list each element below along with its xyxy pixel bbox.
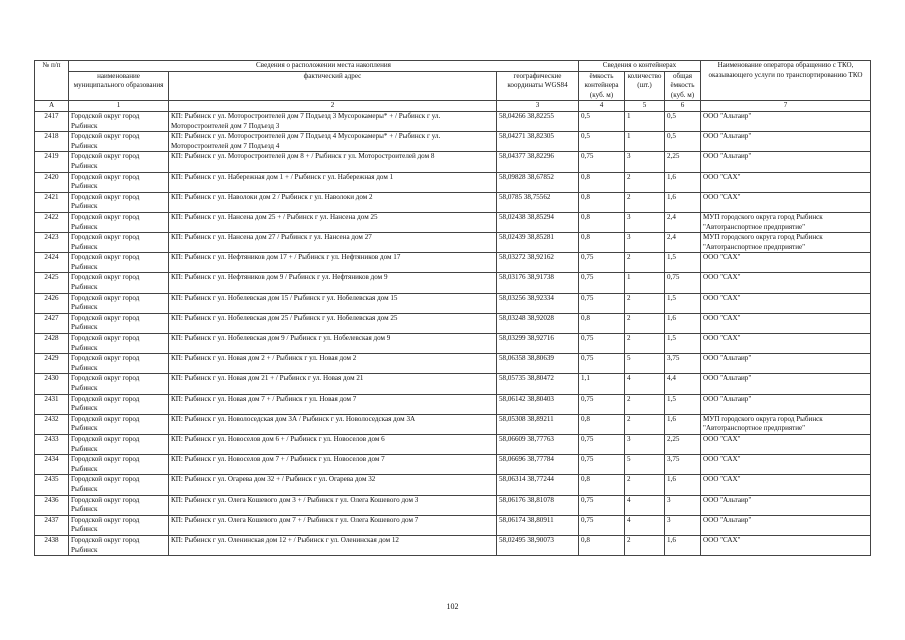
address-cell: КП: Рыбинск г ул. Нансена дом 27 / Рыбинск г ул. Нансена дом 27	[169, 233, 497, 253]
table-row	[35, 455, 871, 475]
header-total-volume: общая ёмкость (куб. м)	[665, 71, 701, 101]
address-cell: КП: Рыбинск г ул. Нансена дом 25 + / Рыбинск г ул. Нансена дом 25	[169, 212, 497, 232]
municipality-cell: Городской округ город Рыбинск	[69, 233, 169, 253]
count-cell: 2	[625, 313, 665, 333]
header-operator: Наименование оператора обращению с ТКО, оказывающего услуги по транспортированию ТКО	[701, 61, 871, 101]
address-cell: КП: Рыбинск г ул. Нобелевская дом 25 / Рыбинск г ул. Нобелевская дом 25	[169, 313, 497, 333]
row-number: 2429	[35, 354, 69, 374]
operator-cell: ООО "САХ"	[701, 334, 871, 354]
count-cell: 2	[625, 535, 665, 555]
page-number: 102	[446, 602, 459, 611]
operator-cell: ООО "САХ"	[701, 253, 871, 273]
coordinates-cell: 58,02495 38,90073	[497, 535, 579, 555]
operator-cell: ООО "САХ"	[701, 172, 871, 192]
table-row	[35, 434, 871, 454]
capacity-cell: 0,75	[579, 253, 625, 273]
count-cell: 4	[625, 495, 665, 515]
row-number: 2435	[35, 475, 69, 495]
table-row	[35, 273, 871, 293]
address-cell: КП: Рыбинск г ул. Новая дом 21 + / Рыбинск г ул. Новая дом 21	[169, 374, 497, 394]
table-row	[35, 495, 871, 515]
operator-cell: ООО "САХ"	[701, 313, 871, 333]
header-capacity: ёмкость контейнера (куб. м)	[579, 71, 625, 101]
total-volume-cell: 2,4	[665, 233, 701, 253]
coordinates-cell: 58,02438 38,85294	[497, 212, 579, 232]
count-cell: 4	[625, 374, 665, 394]
row-number: 2432	[35, 414, 69, 434]
address-cell: КП: Рыбинск г ул. Набережная дом 1 + / Рыбинск г ул. Набережная дом 1	[169, 172, 497, 192]
table-row	[35, 515, 871, 535]
count-cell: 2	[625, 172, 665, 192]
total-volume-cell: 2,25	[665, 434, 701, 454]
coordinates-cell: 58,05735 38,80472	[497, 374, 579, 394]
row-number: 2425	[35, 273, 69, 293]
total-volume-cell: 0,75	[665, 273, 701, 293]
row-number: 2420	[35, 172, 69, 192]
row-number: 2417	[35, 111, 69, 131]
capacity-cell: 0,75	[579, 394, 625, 414]
operator-cell: ООО "Альтаир"	[701, 374, 871, 394]
capacity-cell: 0,75	[579, 273, 625, 293]
table-row	[35, 414, 871, 434]
coordinates-cell: 58,05308 38,89211	[497, 414, 579, 434]
table-row	[35, 535, 871, 555]
total-volume-cell: 1,6	[665, 414, 701, 434]
municipality-cell: Городской округ город Рыбинск	[69, 293, 169, 313]
address-cell: КП: Рыбинск г ул. Нефтяников дом 9 / Рыбинск г ул. Нефтяников дом 9	[169, 273, 497, 293]
table-row	[35, 334, 871, 354]
capacity-cell: 1,1	[579, 374, 625, 394]
address-cell: КП: Рыбинск г ул. Нобелевская дом 15 / Рыбинск г ул. Нобелевская дом 15	[169, 293, 497, 313]
municipality-cell: Городской округ город Рыбинск	[69, 535, 169, 555]
operator-cell: ООО "САХ"	[701, 475, 871, 495]
table-body	[35, 111, 871, 555]
capacity-cell: 0,75	[579, 495, 625, 515]
total-volume-cell: 3,75	[665, 455, 701, 475]
address-cell: КП: Рыбинск г ул. Новая дом 7 + / Рыбинск г ул. Новая дом 7	[169, 394, 497, 414]
count-cell: 3	[625, 233, 665, 253]
municipality-cell: Городской округ город Рыбинск	[69, 434, 169, 454]
capacity-cell: 0,8	[579, 172, 625, 192]
coordinates-cell: 58,06358 38,80639	[497, 354, 579, 374]
municipality-cell: Городской округ город Рыбинск	[69, 394, 169, 414]
municipality-cell: Городской округ город Рыбинск	[69, 354, 169, 374]
address-cell: КП: Рыбинск г ул. Новоселов дом 6 + / Рыбинск г ул. Новоселов дом 6	[169, 434, 497, 454]
total-volume-cell: 1,6	[665, 172, 701, 192]
column-index: 4	[579, 101, 625, 112]
operator-cell: ООО "САХ"	[701, 273, 871, 293]
count-cell: 3	[625, 152, 665, 172]
row-number: 2434	[35, 455, 69, 475]
table-row	[35, 233, 871, 253]
coordinates-cell: 58,06142 38,80403	[497, 394, 579, 414]
municipality-cell: Городской округ город Рыбинск	[69, 111, 169, 131]
count-cell: 3	[625, 212, 665, 232]
count-cell: 5	[625, 455, 665, 475]
count-cell: 2	[625, 414, 665, 434]
coordinates-cell: 58,06609 38,77763	[497, 434, 579, 454]
count-cell: 2	[625, 192, 665, 212]
header-address: фактический адрес	[169, 71, 497, 101]
municipality-cell: Городской округ город Рыбинск	[69, 313, 169, 333]
count-cell: 3	[625, 434, 665, 454]
coordinates-cell: 58,0785 38,75562	[497, 192, 579, 212]
municipality-cell: Городской округ город Рыбинск	[69, 475, 169, 495]
table-row	[35, 313, 871, 333]
count-cell: 1	[625, 111, 665, 131]
count-cell: 2	[625, 253, 665, 273]
coordinates-cell: 58,03272 38,92162	[497, 253, 579, 273]
column-index-row	[35, 101, 871, 112]
coordinates-cell: 58,03256 38,92334	[497, 293, 579, 313]
row-number: 2423	[35, 233, 69, 253]
row-number: 2427	[35, 313, 69, 333]
count-cell: 5	[625, 354, 665, 374]
header-coordinates: географические координаты WGS84	[497, 71, 579, 101]
column-index: 2	[169, 101, 497, 112]
row-number: 2438	[35, 535, 69, 555]
address-cell: КП: Рыбинск г ул. Моторостроителей дом 7 Подъезд 4 Мусорокамеры* + / Рыбинск г ул. Моторостроителей дом 7 Подъезд 4	[169, 132, 497, 152]
coordinates-cell: 58,02439 38,85281	[497, 233, 579, 253]
row-number: 2430	[35, 374, 69, 394]
municipality-cell: Городской округ город Рыбинск	[69, 172, 169, 192]
column-index: А	[35, 101, 69, 112]
capacity-cell: 0,5	[579, 111, 625, 131]
capacity-cell: 0,75	[579, 334, 625, 354]
table-row	[35, 374, 871, 394]
total-volume-cell: 3	[665, 495, 701, 515]
coordinates-cell: 58,06696 38,77784	[497, 455, 579, 475]
row-number: 2431	[35, 394, 69, 414]
table-row	[35, 394, 871, 414]
capacity-cell: 0,75	[579, 152, 625, 172]
table-row	[35, 354, 871, 374]
total-volume-cell: 1,6	[665, 313, 701, 333]
capacity-cell: 0,8	[579, 192, 625, 212]
capacity-cell: 0,8	[579, 475, 625, 495]
municipality-cell: Городской округ город Рыбинск	[69, 192, 169, 212]
address-cell: КП: Рыбинск г ул. Оленинская дом 12 + / Рыбинск г ул. Оленинская дом 12	[169, 535, 497, 555]
operator-cell: ООО "САХ"	[701, 293, 871, 313]
total-volume-cell: 3	[665, 515, 701, 535]
total-volume-cell: 1,6	[665, 475, 701, 495]
coordinates-cell: 58,03299 38,92716	[497, 334, 579, 354]
municipality-cell: Городской округ город Рыбинск	[69, 152, 169, 172]
address-cell: КП: Рыбинск г ул. Олега Кошевого дом 7 + / Рыбинск г ул. Олега Кошевого дом 7	[169, 515, 497, 535]
municipality-cell: Городской округ город Рыбинск	[69, 414, 169, 434]
address-cell: КП: Рыбинск г ул. Новоселов дом 7 + / Рыбинск г ул. Новоселов дом 7	[169, 455, 497, 475]
capacity-cell: 0,8	[579, 535, 625, 555]
table-row	[35, 192, 871, 212]
capacity-cell: 0,5	[579, 132, 625, 152]
operator-cell: ООО "Альтаир"	[701, 111, 871, 131]
total-volume-cell: 3,75	[665, 354, 701, 374]
operator-cell: ООО "Альтаир"	[701, 515, 871, 535]
register-table	[34, 60, 871, 556]
address-cell: КП: Рыбинск г ул. Новолоседская дом 3А / Рыбинск г ул. Новолоседская дом 3А	[169, 414, 497, 434]
address-cell: КП: Рыбинск г ул. Моторостроителей дом 7 Подъезд 3 Мусорокамеры* + / Рыбинск г ул. Моторостроителей дом 7 Подъезд 3	[169, 111, 497, 131]
column-index: 3	[497, 101, 579, 112]
operator-cell: ООО "САХ"	[701, 535, 871, 555]
row-number: 2418	[35, 132, 69, 152]
column-index: 6	[665, 101, 701, 112]
operator-cell: ООО "Альтаир"	[701, 394, 871, 414]
capacity-cell: 0,75	[579, 434, 625, 454]
address-cell: КП: Рыбинск г ул. Моторостроителей дом 8 + / Рыбинск г ул. Моторостроителей дом 8	[169, 152, 497, 172]
address-cell: КП: Рыбинск г ул. Нефтяников дом 17 + / Рыбинск г ул. Нефтяников дом 17	[169, 253, 497, 273]
table-row	[35, 152, 871, 172]
column-index: 7	[701, 101, 871, 112]
capacity-cell: 0,75	[579, 293, 625, 313]
column-index: 1	[69, 101, 169, 112]
capacity-cell: 0,8	[579, 212, 625, 232]
count-cell: 4	[625, 515, 665, 535]
total-volume-cell: 1,5	[665, 334, 701, 354]
table-row	[35, 212, 871, 232]
coordinates-cell: 58,04266 38,82255	[497, 111, 579, 131]
operator-cell: ООО "САХ"	[701, 434, 871, 454]
operator-cell: ООО "Альтаир"	[701, 495, 871, 515]
total-volume-cell: 0,5	[665, 111, 701, 131]
municipality-cell: Городской округ город Рыбинск	[69, 132, 169, 152]
capacity-cell: 0,75	[579, 455, 625, 475]
coordinates-cell: 58,03248 38,92028	[497, 313, 579, 333]
table-row	[35, 172, 871, 192]
address-cell: КП: Рыбинск г ул. Наволоки дом 2 / Рыбинск г ул. Наволоки дом 2	[169, 192, 497, 212]
table-row	[35, 253, 871, 273]
total-volume-cell: 1,6	[665, 192, 701, 212]
table-header	[35, 61, 871, 112]
total-volume-cell: 1,5	[665, 394, 701, 414]
count-cell: 2	[625, 394, 665, 414]
header-number: № п/п	[35, 61, 69, 101]
count-cell: 1	[625, 273, 665, 293]
coordinates-cell: 58,04377 38,82296	[497, 152, 579, 172]
coordinates-cell: 58,06176 38,81078	[497, 495, 579, 515]
operator-cell: МУП городского округа город Рыбинск "Автотранспортное предприятие"	[701, 414, 871, 434]
municipality-cell: Городской округ город Рыбинск	[69, 273, 169, 293]
coordinates-cell: 58,06174 38,80911	[497, 515, 579, 535]
row-number: 2422	[35, 212, 69, 232]
capacity-cell: 0,8	[579, 313, 625, 333]
municipality-cell: Городской округ город Рыбинск	[69, 253, 169, 273]
operator-cell: ООО "Альтаир"	[701, 132, 871, 152]
coordinates-cell: 58,04271 38,82305	[497, 132, 579, 152]
total-volume-cell: 2,4	[665, 212, 701, 232]
header-location-group: Сведения о расположении места накопления	[69, 61, 579, 72]
count-cell: 2	[625, 475, 665, 495]
capacity-cell: 0,75	[579, 515, 625, 535]
count-cell: 1	[625, 132, 665, 152]
table-row	[35, 475, 871, 495]
municipality-cell: Городской округ город Рыбинск	[69, 212, 169, 232]
operator-cell: МУП городского округа город Рыбинск "Автотранспортное предприятие"	[701, 233, 871, 253]
column-index: 5	[625, 101, 665, 112]
address-cell: КП: Рыбинск г ул. Нобелевская дом 9 / Рыбинск г ул. Нобелевская дом 9	[169, 334, 497, 354]
capacity-cell: 0,8	[579, 233, 625, 253]
table-row	[35, 111, 871, 131]
total-volume-cell: 1,6	[665, 535, 701, 555]
header-count: количество (шт.)	[625, 71, 665, 101]
municipality-cell: Городской округ город Рыбинск	[69, 495, 169, 515]
coordinates-cell: 58,03176 38,91738	[497, 273, 579, 293]
total-volume-cell: 2,25	[665, 152, 701, 172]
row-number: 2436	[35, 495, 69, 515]
operator-cell: МУП городского округа город Рыбинск "Автотранспортное предприятие"	[701, 212, 871, 232]
address-cell: КП: Рыбинск г ул. Новая дом 2 + / Рыбинск г ул. Новая дом 2	[169, 354, 497, 374]
row-number: 2426	[35, 293, 69, 313]
header-municipality: наименование муниципального образования	[69, 71, 169, 101]
municipality-cell: Городской округ город Рыбинск	[69, 374, 169, 394]
header-containers-group: Сведения о контейнерах	[579, 61, 701, 72]
row-number: 2424	[35, 253, 69, 273]
row-number: 2428	[35, 334, 69, 354]
coordinates-cell: 58,09828 38,67852	[497, 172, 579, 192]
total-volume-cell: 4,4	[665, 374, 701, 394]
municipality-cell: Городской округ город Рыбинск	[69, 515, 169, 535]
total-volume-cell: 1,5	[665, 293, 701, 313]
operator-cell: ООО "Альтаир"	[701, 152, 871, 172]
total-volume-cell: 1,5	[665, 253, 701, 273]
row-number: 2419	[35, 152, 69, 172]
municipality-cell: Городской округ город Рыбинск	[69, 455, 169, 475]
table-row	[35, 293, 871, 313]
row-number: 2437	[35, 515, 69, 535]
operator-cell: ООО "САХ"	[701, 455, 871, 475]
table-row	[35, 132, 871, 152]
municipality-cell: Городской округ город Рыбинск	[69, 334, 169, 354]
capacity-cell: 0,75	[579, 354, 625, 374]
capacity-cell: 0,8	[579, 414, 625, 434]
count-cell: 2	[625, 293, 665, 313]
coordinates-cell: 58,06314 38,77244	[497, 475, 579, 495]
address-cell: КП: Рыбинск г ул. Олега Кошевого дом 3 + / Рыбинск г ул. Олега Кошевого дом 3	[169, 495, 497, 515]
row-number: 2421	[35, 192, 69, 212]
count-cell: 2	[625, 334, 665, 354]
total-volume-cell: 0,5	[665, 132, 701, 152]
row-number: 2433	[35, 434, 69, 454]
operator-cell: ООО "САХ"	[701, 192, 871, 212]
operator-cell: ООО "Альтаир"	[701, 354, 871, 374]
address-cell: КП: Рыбинск г ул. Огарева дом 32 + / Рыбинск г ул. Огарева дом 32	[169, 475, 497, 495]
